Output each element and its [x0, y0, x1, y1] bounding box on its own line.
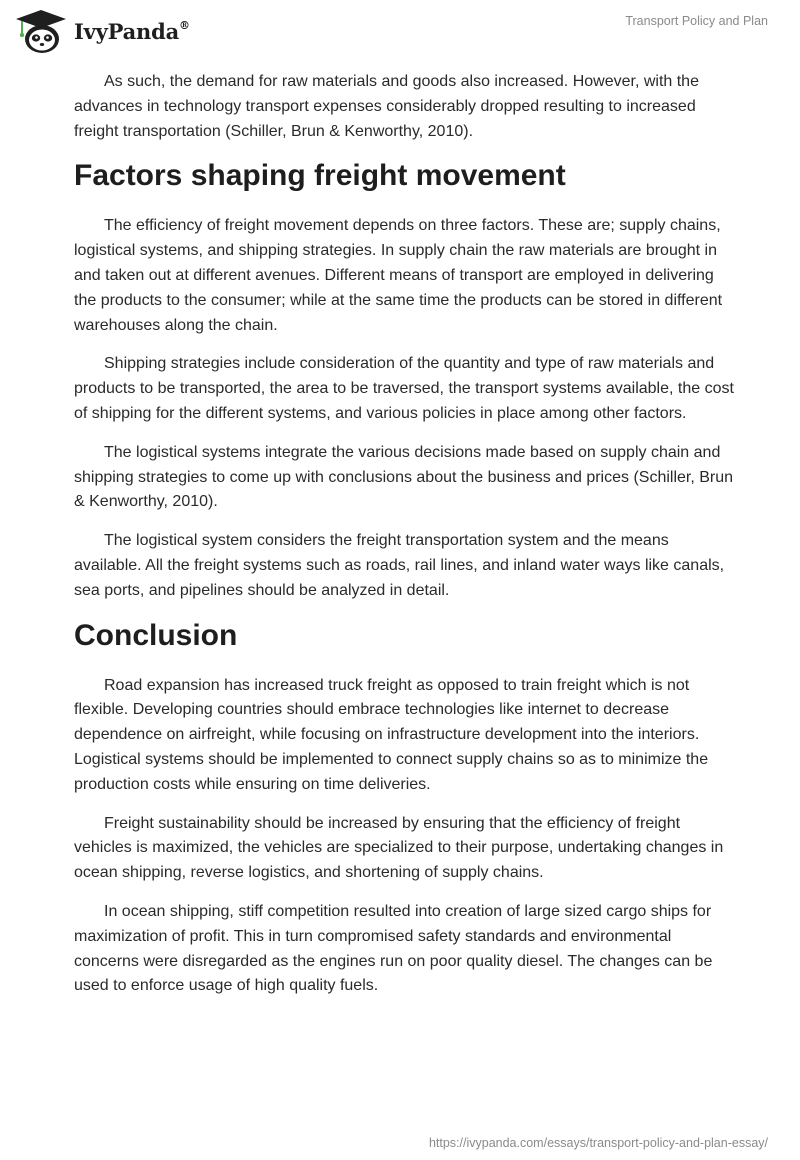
paragraph: Freight sustainability should be increased by ensuring that the efficiency of freight vehicles is maximized, the vehicles are specialized to their purpose, undertaking changes in ocean shipping, reverse logistics, and shortening of supply chains.	[74, 814, 724, 882]
paragraph: In ocean shipping, stiff competition resulted into creation of large sized cargo ships for maximization of profit. This in turn compromised safety standards and environmental concerns were disregarded as the engines run on poor quality diesel. The changes can be used to enforce usage of high quality fuels.	[74, 902, 713, 995]
panda-logo-icon	[14, 8, 68, 54]
intro-paragraph: As such, the demand for raw materials and goods also increased. However, with the advances in technology transport expenses considerably dropped resulting to increased freight transportation (Schiller, Brun & Kenworthy, 2010).	[74, 73, 699, 140]
paragraph: Road expansion has increased truck freight as opposed to train freight which is not flexible. Developing countries should embrace technologies like internet to decrease dependence on airfreight, while focusing on infrastructure development into the interiors. Logistical systems should be implemented to connect supply chains so as to minimize the production costs while ensuring on time deliveries.	[74, 676, 709, 793]
article-body	[74, 70, 734, 1013]
paragraph: Shipping strategies include consideration of the quantity and type of raw materials and products to be transported, the area to be traversed, the transport systems available, the cost of shipping for the different systems, and various policies in place among other factors.	[74, 355, 734, 422]
source-url[interactable]: https://ivypanda.com/essays/transport-policy-and-plan-essay/	[428, 1136, 768, 1150]
page-header	[0, 0, 800, 60]
brand-logo[interactable]	[14, 8, 190, 54]
paragraph: The logistical systems integrate the various decisions made based on supply chain and shipping strategies to come up with conclusions about the business and prices (Schiller, Brun & Kenworthy, 2010).	[74, 443, 734, 511]
paragraph: The efficiency of freight movement depends on three factors. These are; supply chains, logistical systems, and shipping strategies. In supply chain the raw materials are brought in and taken out at different avenues. Different means of transport are employed in delivering the products to the consumer; while at the same time the products can be stored in different warehouses along the chain.	[74, 217, 723, 334]
section-heading-conclusion: Conclusion	[74, 618, 238, 652]
section-heading-factors: Factors shaping freight movement	[74, 159, 566, 193]
document-title: Transport Policy and Plan	[625, 14, 768, 28]
paragraph: The logistical system considers the freight transportation system and the means available. All the freight systems such as roads, rail lines, and inland water ways like canals, sea ports, and pipelines should be analyzed in detail.	[74, 532, 725, 599]
brand-name: IvyPanda®	[74, 18, 190, 44]
